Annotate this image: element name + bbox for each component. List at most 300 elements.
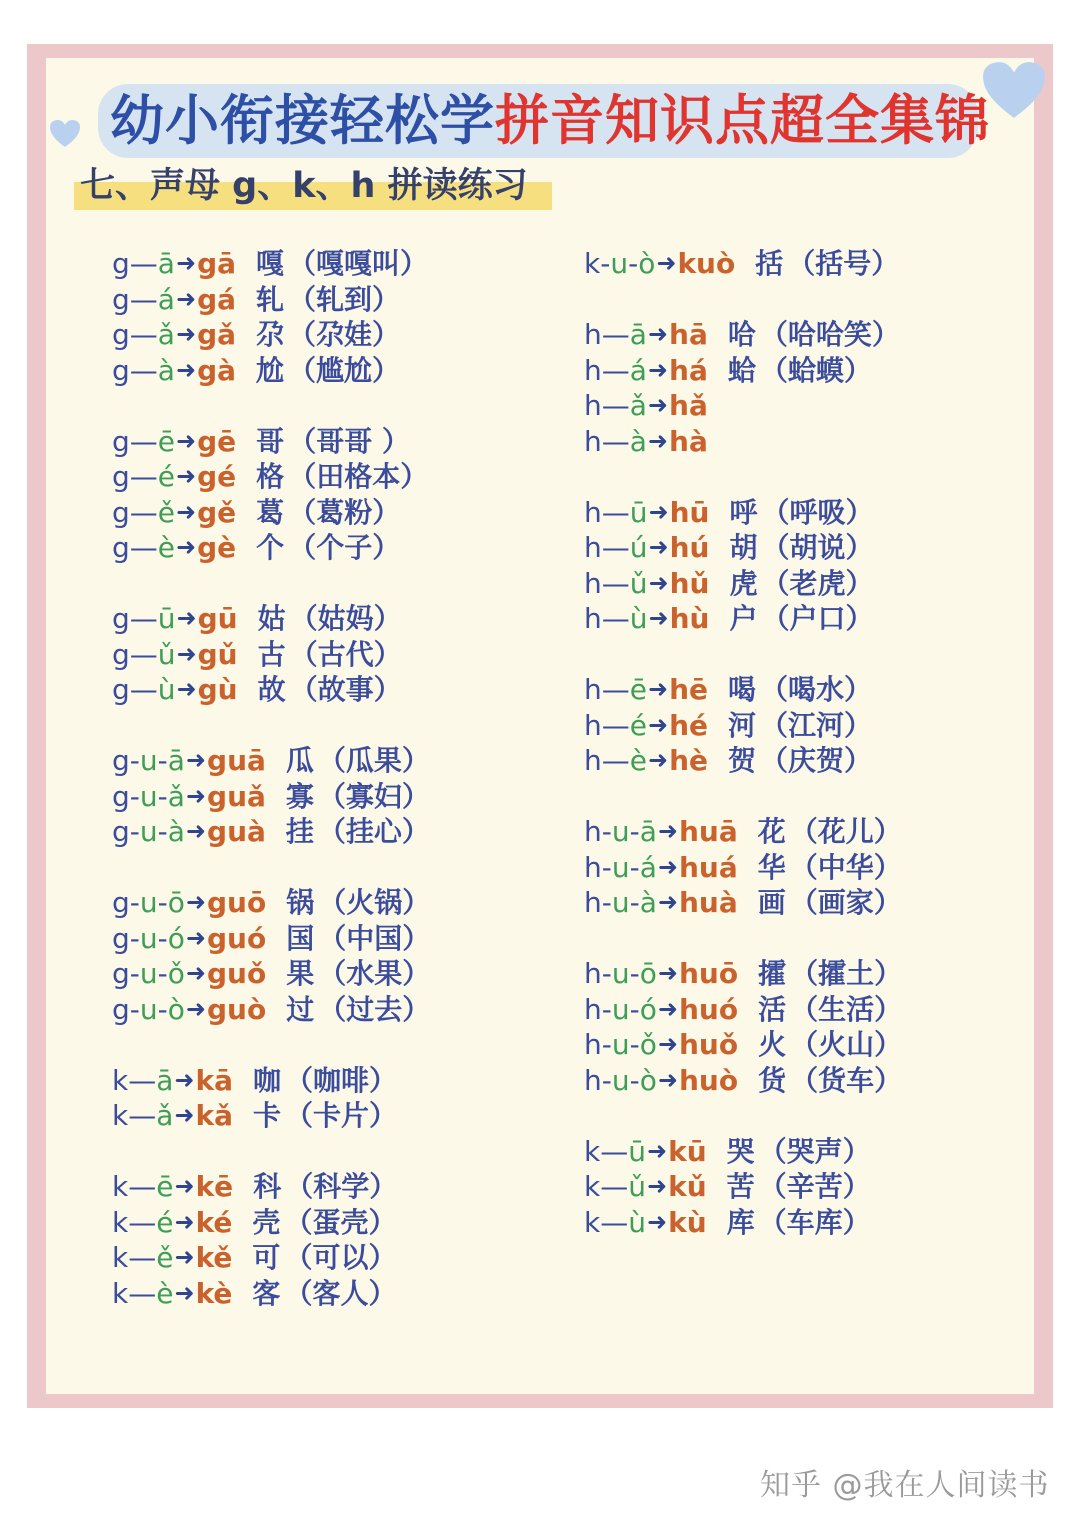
final-vowel: é	[156, 1205, 174, 1239]
pinyin-row	[112, 1169, 430, 1205]
pinyin-row	[584, 566, 902, 602]
hanzi-character: 轧	[256, 282, 285, 316]
hanzi-character: 锅	[286, 886, 315, 919]
pinyin-row	[584, 850, 902, 886]
pinyin-row	[112, 601, 430, 637]
hanzi-character: 户	[729, 602, 758, 635]
separator: -	[629, 886, 640, 919]
hanzi-character: 姑	[257, 602, 286, 635]
final-vowel: ā	[157, 247, 175, 280]
hanzi-character: 哥	[256, 424, 285, 458]
separator: —	[129, 424, 158, 458]
pinyin-group	[584, 317, 902, 459]
hanzi-character: 蛤	[727, 353, 756, 387]
pinyin-row	[112, 1063, 430, 1099]
hanzi-character: 客	[252, 1276, 281, 1310]
pinyin-group	[584, 814, 902, 921]
final-vowel: ē	[156, 1170, 174, 1203]
initial-consonant: h	[584, 744, 602, 777]
arrow-icon: ➜	[657, 852, 678, 881]
hanzi-character: 尬	[256, 353, 285, 387]
initial-consonant: h	[584, 602, 602, 635]
example-word: （哭声）	[758, 1134, 871, 1168]
syllable: kè	[195, 1276, 233, 1310]
hanzi-character: 挂	[285, 815, 314, 848]
arrow-icon: ➜	[646, 1172, 668, 1200]
initial-consonant: h	[584, 1028, 602, 1061]
arrow-icon: ➜	[647, 355, 669, 384]
pinyin-row	[112, 459, 430, 495]
final-vowel: ō	[167, 886, 185, 919]
syllable: gá	[197, 282, 236, 316]
pinyin-group	[584, 246, 902, 282]
hanzi-character: 卡	[253, 1099, 282, 1132]
example-word: （咖啡）	[285, 1063, 398, 1097]
separator: —	[601, 566, 630, 600]
initial-consonant: h	[584, 673, 602, 706]
separator: —	[601, 744, 630, 777]
section-subtitle: 七、声母 g、k、h 拼读练习	[80, 166, 528, 206]
pinyin-row	[112, 956, 430, 992]
initial-consonant: h	[584, 815, 602, 848]
pinyin-row	[112, 495, 430, 531]
arrow-icon: ➜	[657, 1030, 678, 1058]
initial-consonant: h	[584, 495, 602, 529]
pinyin-row	[584, 388, 902, 424]
initial-consonant: g	[112, 602, 130, 635]
syllable: hē	[669, 673, 709, 706]
separator: —	[600, 1205, 629, 1239]
arrow-icon: ➜	[185, 959, 206, 987]
example-word: （庆贺）	[760, 744, 873, 777]
initial-consonant: k	[112, 1205, 129, 1239]
arrow-icon: ➜	[656, 249, 677, 277]
final-vowel: ā	[167, 744, 185, 777]
hanzi-character: 个	[256, 531, 285, 564]
example-word: （生活）	[790, 992, 903, 1026]
syllable: hù	[669, 602, 710, 635]
final-vowel: è	[629, 744, 647, 777]
arrow-icon: ➜	[174, 1207, 195, 1236]
separator: —	[601, 318, 630, 351]
separator: -	[157, 815, 168, 848]
example-word: （尕娃）	[288, 318, 401, 351]
arrow-icon: ➜	[175, 355, 197, 384]
example-word: （尴尬）	[288, 353, 401, 387]
initial-consonant: h	[584, 389, 602, 422]
initial-consonant: g	[112, 637, 130, 671]
pinyin-row	[112, 814, 430, 850]
hanzi-character: 胡	[729, 531, 758, 564]
separator: -	[129, 957, 140, 990]
hanzi-character: 嘎	[256, 247, 285, 280]
separator: —	[128, 1170, 157, 1203]
hanzi-character: 库	[726, 1205, 755, 1239]
syllable: ké	[195, 1205, 233, 1239]
initial-consonant: g	[112, 495, 130, 529]
arrow-icon: ➜	[175, 284, 197, 313]
initial-consonant: k	[112, 1063, 129, 1097]
example-word: （火锅）	[318, 886, 431, 919]
hanzi-character: 华	[757, 850, 786, 884]
initial-consonant: k	[112, 1276, 129, 1310]
hanzi-character: 尕	[256, 318, 285, 351]
pinyin-row	[112, 424, 430, 460]
separator: —	[128, 1241, 157, 1274]
example-word: （花儿）	[789, 815, 902, 848]
final-vowel: ù	[157, 673, 176, 706]
pinyin-row	[584, 246, 902, 282]
separator: —	[129, 247, 158, 280]
pinyin-row	[112, 885, 430, 921]
example-word: （寡妇）	[317, 779, 430, 813]
separator: -	[157, 957, 168, 990]
pinyin-row	[112, 672, 430, 708]
example-word: （货车）	[790, 1063, 903, 1097]
hanzi-character: 古	[257, 637, 286, 671]
heart-left-icon	[48, 118, 82, 150]
pinyin-row	[584, 885, 902, 921]
pinyin-row	[112, 637, 430, 673]
arrow-icon: ➜	[176, 426, 197, 455]
final-vowel: ǔ	[628, 1170, 646, 1203]
separator: -	[157, 779, 168, 813]
example-word: （蛋壳）	[284, 1205, 397, 1239]
syllable: huō	[678, 957, 739, 990]
final-vowel: ó	[639, 992, 657, 1026]
separator: -	[129, 779, 140, 813]
syllable: gě	[197, 495, 237, 529]
hanzi-character: 攉	[758, 957, 787, 990]
pinyin-row	[584, 708, 902, 744]
example-word: （故事）	[289, 673, 402, 706]
arrow-icon: ➜	[175, 249, 197, 277]
final-vowel: á	[629, 353, 647, 387]
final-vowel: ǒ	[639, 1028, 657, 1061]
separator: —	[129, 673, 158, 706]
pinyin-row	[584, 495, 902, 531]
arrow-icon: ➜	[657, 817, 678, 845]
pinyin-row	[584, 1063, 902, 1099]
separator: —	[601, 495, 630, 529]
separator: -	[129, 921, 140, 955]
example-word: （辛苦）	[758, 1170, 871, 1203]
example-word: （卡片）	[285, 1099, 398, 1132]
syllable: gǔ	[197, 637, 238, 671]
syllable: guǒ	[207, 957, 267, 990]
syllable: hè	[669, 744, 709, 777]
medial-vowel: u	[611, 957, 630, 990]
initial-consonant: g	[112, 921, 130, 955]
syllable: kǔ	[668, 1170, 707, 1203]
initial-consonant: h	[584, 353, 602, 387]
initial-consonant: g	[112, 282, 130, 316]
pinyin-group	[112, 885, 430, 1027]
syllable: guō	[207, 886, 267, 919]
pinyin-row	[112, 1205, 430, 1241]
separator: -	[629, 1063, 640, 1097]
separator: -	[601, 1028, 612, 1061]
hanzi-character: 葛	[256, 495, 285, 529]
separator: —	[129, 282, 158, 316]
final-vowel: ā	[629, 318, 647, 351]
medial-vowel: u	[611, 992, 630, 1026]
final-vowel: ò	[639, 1063, 657, 1097]
initial-consonant: k	[112, 1241, 129, 1274]
pinyin-row	[112, 1240, 430, 1276]
separator: -	[129, 886, 140, 919]
initial-consonant: g	[112, 247, 130, 280]
final-vowel: ā	[639, 815, 657, 848]
medial-vowel: u	[139, 779, 158, 813]
syllable: kě	[195, 1241, 233, 1274]
arrow-icon: ➜	[176, 675, 197, 703]
final-vowel: é	[629, 708, 647, 742]
hanzi-character: 咖	[253, 1063, 282, 1097]
pinyin-group	[112, 246, 430, 388]
syllable: hǔ	[669, 566, 710, 600]
syllable: guò	[207, 992, 267, 1026]
syllable: hū	[669, 495, 710, 529]
medial-vowel: u	[611, 850, 630, 884]
separator: —	[129, 318, 158, 351]
hanzi-character: 科	[253, 1170, 282, 1203]
example-word: （瓜果）	[317, 744, 430, 777]
example-word: （括号）	[787, 247, 900, 280]
initial-consonant: g	[112, 957, 130, 990]
arrow-icon: ➜	[647, 746, 669, 774]
pinyin-group	[112, 743, 430, 850]
syllable: guā	[207, 744, 266, 777]
example-word: （客人）	[284, 1276, 397, 1310]
hanzi-character: 活	[758, 992, 787, 1026]
syllable: kā	[195, 1063, 234, 1097]
separator: —	[600, 1134, 629, 1168]
pinyin-row	[112, 743, 430, 779]
pinyin-row	[584, 1134, 902, 1170]
hanzi-character: 虎	[729, 566, 758, 600]
initial-consonant: h	[584, 531, 602, 564]
pinyin-row	[584, 992, 902, 1028]
final-vowel: ò	[167, 992, 185, 1026]
pinyin-row	[112, 779, 430, 815]
arrow-icon: ➜	[185, 994, 206, 1023]
arrow-icon: ➜	[176, 639, 197, 668]
hanzi-character: 过	[286, 992, 315, 1026]
syllable: gù	[197, 673, 238, 706]
separator: -	[629, 957, 640, 990]
final-vowel: ū	[157, 602, 176, 635]
separator: —	[129, 637, 158, 671]
syllable: guǎ	[207, 779, 266, 813]
separator: -	[157, 744, 168, 777]
initial-consonant: g	[112, 673, 130, 706]
arrow-icon: ➜	[657, 1065, 678, 1094]
initial-consonant: g	[112, 744, 130, 777]
arrow-icon: ➜	[176, 604, 197, 632]
example-word: （嘎嘎叫）	[288, 247, 429, 280]
syllable: há	[669, 353, 708, 387]
example-word: （挂心）	[317, 815, 430, 848]
medial-vowel: u	[139, 744, 158, 777]
syllable: kù	[668, 1205, 707, 1239]
arrow-icon: ➜	[647, 426, 669, 455]
syllable: gè	[197, 531, 237, 564]
separator: —	[128, 1276, 157, 1310]
separator: -	[129, 815, 140, 848]
example-word: （车库）	[758, 1205, 871, 1239]
final-vowel: ú	[629, 531, 648, 564]
syllable: huǒ	[678, 1028, 739, 1061]
final-vowel: à	[629, 424, 647, 458]
final-vowel: ó	[167, 921, 185, 955]
syllable: gē	[197, 424, 237, 458]
arrow-icon: ➜	[657, 994, 678, 1023]
medial-vowel: u	[139, 992, 158, 1026]
example-word: （喝水）	[760, 673, 873, 706]
hanzi-character: 哭	[726, 1134, 755, 1168]
example-word: （个子）	[288, 531, 401, 564]
example-word: （中华）	[789, 850, 902, 884]
example-word: （轧到）	[288, 282, 401, 316]
initial-consonant: h	[584, 957, 602, 990]
example-word: （江河）	[760, 708, 873, 742]
pinyin-row	[584, 424, 902, 460]
hanzi-character: 果	[286, 957, 315, 990]
syllable: huá	[679, 850, 738, 884]
arrow-icon: ➜	[175, 320, 197, 348]
example-word: （葛粉）	[288, 495, 401, 529]
arrow-icon: ➜	[648, 604, 669, 632]
final-vowel: ē	[629, 673, 647, 706]
title-part-2: 拼音知识点超全集锦	[495, 89, 990, 152]
separator: —	[601, 673, 630, 706]
final-vowel: ǒ	[167, 957, 185, 990]
final-vowel: ǎ	[167, 779, 185, 813]
initial-consonant: k	[112, 1099, 129, 1132]
separator: —	[128, 1205, 157, 1239]
example-word: （水果）	[318, 957, 431, 990]
arrow-icon: ➜	[185, 781, 207, 810]
arrow-icon: ➜	[648, 497, 669, 526]
medial-vowel: u	[611, 815, 630, 848]
hanzi-character: 可	[252, 1241, 281, 1274]
final-vowel: ò	[638, 247, 656, 280]
separator: -	[629, 992, 640, 1026]
example-word: （呼吸）	[761, 495, 874, 529]
hanzi-character: 括	[755, 247, 784, 280]
separator: —	[128, 1063, 157, 1097]
syllable: kū	[668, 1134, 707, 1168]
title-part-1: 幼小衔接轻松学	[110, 89, 495, 152]
pinyin-row	[112, 530, 430, 566]
pinyin-group	[584, 495, 902, 637]
separator: -	[601, 815, 612, 848]
initial-consonant: h	[584, 424, 602, 458]
pinyin-row	[112, 317, 430, 353]
pinyin-row	[584, 353, 902, 389]
pinyin-row	[112, 353, 430, 389]
initial-consonant: g	[112, 815, 130, 848]
initial-consonant: h	[584, 850, 602, 884]
pinyin-group	[112, 1169, 430, 1311]
final-vowel: ā	[156, 1063, 174, 1097]
initial-consonant: g	[112, 460, 130, 493]
hanzi-character: 故	[257, 673, 286, 706]
arrow-icon: ➜	[176, 462, 197, 490]
final-vowel: ě	[157, 495, 176, 529]
pinyin-row	[584, 1027, 902, 1063]
syllable: huā	[679, 815, 738, 848]
example-word: （画家）	[789, 886, 902, 919]
arrow-icon: ➜	[185, 923, 206, 952]
example-word: （攉土）	[790, 957, 903, 990]
separator: —	[601, 389, 630, 422]
separator: -	[600, 247, 611, 280]
arrow-icon: ➜	[648, 533, 669, 561]
left-column	[112, 246, 430, 1347]
example-word: （火山）	[790, 1028, 903, 1061]
pinyin-row	[584, 317, 902, 353]
arrow-icon: ➜	[174, 1172, 195, 1200]
separator: —	[601, 602, 630, 635]
hanzi-character: 瓜	[285, 744, 314, 777]
separator: —	[601, 708, 630, 742]
final-vowel: à	[157, 353, 175, 387]
arrow-icon: ➜	[647, 710, 669, 739]
hanzi-character: 喝	[728, 673, 757, 706]
medial-vowel: u	[611, 1028, 630, 1061]
final-vowel: á	[639, 850, 657, 884]
final-vowel: ē	[157, 424, 176, 458]
arrow-icon: ➜	[647, 320, 669, 348]
final-vowel: ù	[629, 602, 648, 635]
final-vowel: ǎ	[157, 318, 175, 351]
medial-vowel: u	[139, 886, 158, 919]
syllable: hé	[669, 708, 709, 742]
separator: -	[129, 744, 140, 777]
final-vowel: é	[157, 460, 176, 493]
separator: —	[129, 460, 158, 493]
initial-consonant: k	[112, 1170, 129, 1203]
pinyin-group	[112, 1063, 430, 1134]
arrow-icon: ➜	[176, 533, 197, 561]
final-vowel: ǔ	[629, 566, 648, 600]
separator: -	[157, 886, 168, 919]
separator: -	[629, 850, 640, 884]
example-word: （姑妈）	[289, 602, 402, 635]
arrow-icon: ➜	[657, 959, 678, 987]
separator: -	[157, 992, 168, 1026]
hanzi-character: 河	[728, 708, 757, 742]
separator: -	[129, 992, 140, 1026]
example-word: （蛤蟆）	[759, 353, 872, 387]
medial-vowel: u	[611, 1063, 630, 1097]
separator: —	[129, 495, 158, 529]
final-vowel: ū	[629, 495, 648, 529]
initial-consonant: g	[112, 531, 130, 564]
arrow-icon: ➜	[185, 888, 206, 916]
syllable: huà	[679, 886, 738, 919]
arrow-icon: ➜	[646, 1207, 668, 1236]
example-word: （田格本）	[288, 460, 429, 493]
initial-consonant: k	[584, 1205, 601, 1239]
example-word: （可以）	[284, 1241, 397, 1274]
separator: —	[129, 531, 158, 564]
medial-vowel: u	[610, 247, 629, 280]
example-word: （中国）	[318, 921, 431, 955]
syllable: guó	[207, 921, 267, 955]
